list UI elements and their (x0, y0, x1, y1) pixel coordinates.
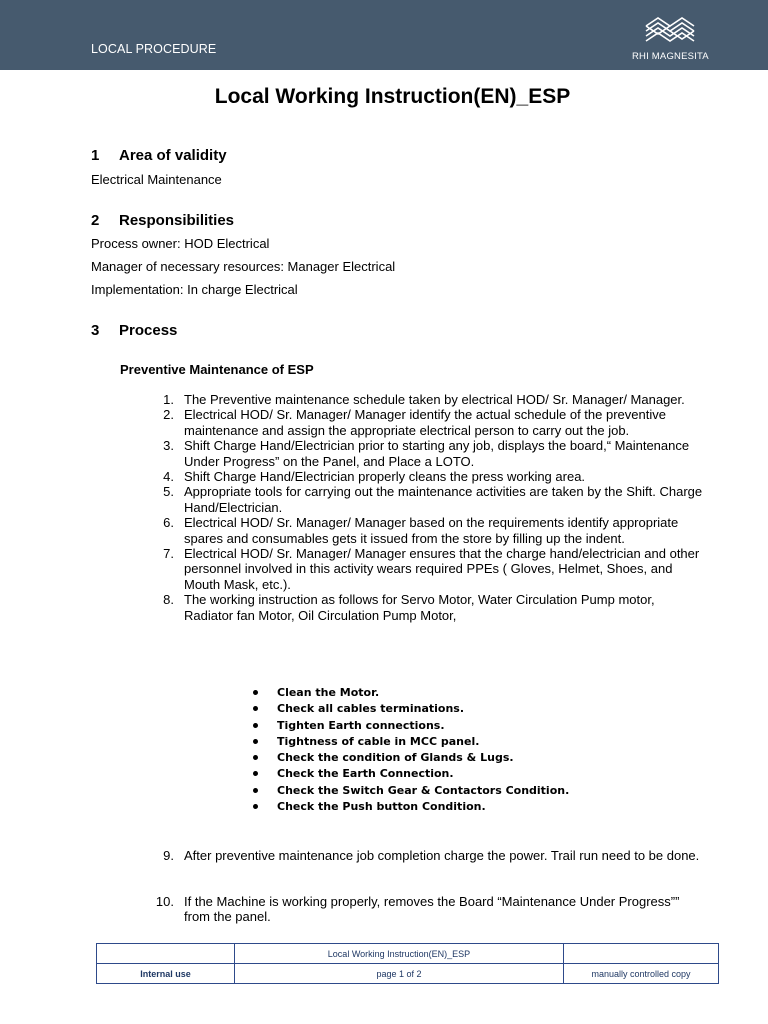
table-row (97, 944, 719, 964)
paragraph: Electrical Maintenance (91, 172, 222, 187)
step-text: Electrical HOD/ Sr. Manager/ Manager based on the requirements identify appropriate spares and consumables gets it issued from the store by filling up the indent. (184, 515, 679, 546)
bullet-text: Tighten Earth connections. (277, 718, 445, 732)
section-heading-responsibilities (91, 212, 234, 229)
table-row (97, 964, 719, 984)
section-title: Responsibilities (119, 212, 235, 229)
process-subheading: Preventive Maintenance of ESP (120, 362, 314, 377)
bullet-icon (253, 723, 258, 728)
footer-cell-copy-status: manually controlled copy (564, 964, 719, 984)
list-item (160, 515, 705, 546)
list-item (253, 799, 633, 815)
list-item (253, 766, 633, 782)
document-title: Local Working Instruction(EN)_ESP (214, 85, 571, 108)
list-item (160, 848, 705, 863)
list-item (253, 718, 633, 734)
process-step-10 (155, 894, 705, 925)
list-item (160, 438, 705, 469)
step-number: 2. (163, 407, 174, 423)
list-item (253, 750, 633, 766)
header-bar (0, 0, 768, 70)
process-steps-list (160, 392, 705, 623)
section-heading-process (91, 322, 177, 339)
footer-table (96, 943, 719, 984)
rhi-magnesita-logo-icon (640, 14, 700, 48)
list-item (160, 546, 705, 592)
bullet-icon (253, 788, 258, 793)
step-text: Shift Charge Hand/Electrician prior to starting any job, displays the board,“ Maintenance Under Progress” on the Panel, and Place a LOTO. (184, 438, 690, 469)
paragraph: Process owner: HOD Electrical (91, 236, 270, 251)
section-title: Area of validity (119, 147, 227, 164)
list-item (155, 894, 705, 925)
step-text: Appropriate tools for carrying out the maintenance activities are taken by the Shift. Charge Hand/Electrician. (184, 484, 703, 515)
step-number: 4. (163, 469, 174, 485)
bullet-text: Check the Switch Gear & Contactors Condition. (277, 783, 570, 797)
process-step-9 (160, 848, 705, 863)
step-text: Electrical HOD/ Sr. Manager/ Manager identify the actual schedule of the preventive maintenance and assign the appropriate electrical person to carry out the job. (184, 407, 666, 438)
list-item (160, 592, 705, 623)
checklist-bullets (253, 685, 633, 815)
bullet-icon (253, 804, 258, 809)
list-item (253, 701, 633, 717)
footer-cell-page-number: page 1 of 2 (235, 964, 564, 984)
step-text: After preventive maintenance job completion charge the power. Trail run need to be done. (184, 848, 700, 863)
section-number: 2 (91, 212, 100, 229)
header-label: LOCAL PROCEDURE (91, 42, 217, 56)
section-heading-area-of-validity (91, 147, 227, 164)
section-number: 1 (91, 147, 100, 164)
paragraph: Manager of necessary resources: Manager Electrical (91, 259, 396, 274)
step-text: The Preventive maintenance schedule taken by electrical HOD/ Sr. Manager/ Manager. (184, 392, 685, 407)
footer-cell (564, 944, 719, 964)
step-text: Electrical HOD/ Sr. Manager/ Manager ensures that the charge hand/electrician and other personnel involved in this activity wears required PPEs ( Gloves, Helmet, Shoes, and Mouth Mask, etc.). (184, 546, 700, 592)
section-number: 3 (91, 322, 100, 339)
bullet-icon (253, 771, 258, 776)
list-item (160, 392, 705, 407)
step-number: 3. (163, 438, 174, 454)
section-title: Process (119, 322, 178, 339)
footer-cell-classification: Internal use (97, 964, 235, 984)
footer-cell (97, 944, 235, 964)
bullet-text: Check the condition of Glands & Lugs. (277, 751, 514, 765)
bullet-text: Check all cables terminations. (277, 702, 465, 716)
step-number: 7. (163, 546, 174, 562)
list-item (253, 734, 633, 750)
bullet-text: Check the Earth Connection. (277, 767, 454, 781)
step-number: 1. (163, 392, 174, 407)
paragraph: Implementation: In charge Electrical (91, 282, 298, 297)
bullet-text: Clean the Motor. (277, 686, 380, 699)
step-number: 10. (155, 894, 174, 909)
step-text: The working instruction as follows for Servo Motor, Water Circulation Pump motor, Radiator fan Motor, Oil Circulation Pump Motor, (184, 592, 655, 623)
step-text: If the Machine is working properly, removes the Board “Maintenance Under Progress”” from the panel. (184, 894, 680, 925)
step-number: 5. (163, 484, 174, 500)
list-item (160, 469, 705, 484)
list-item (253, 783, 633, 799)
company-logo (632, 14, 716, 64)
list-item (253, 685, 633, 701)
list-item (160, 407, 705, 438)
bullet-text: Tightness of cable in MCC panel. (277, 734, 480, 748)
step-number: 9. (163, 848, 174, 863)
bullet-icon (253, 690, 258, 695)
bullet-text: Check the Push button Condition. (277, 800, 486, 814)
logo-text: RHI MAGNESITA (632, 51, 709, 62)
list-item (160, 484, 705, 515)
step-text: Shift Charge Hand/Electrician properly cleans the press working area. (184, 469, 586, 485)
bullet-icon (253, 706, 258, 711)
bullet-icon (253, 739, 258, 744)
bullet-icon (253, 755, 258, 760)
step-number: 8. (163, 592, 174, 608)
footer-cell-title: Local Working Instruction(EN)_ESP (235, 944, 564, 964)
step-number: 6. (163, 515, 174, 531)
